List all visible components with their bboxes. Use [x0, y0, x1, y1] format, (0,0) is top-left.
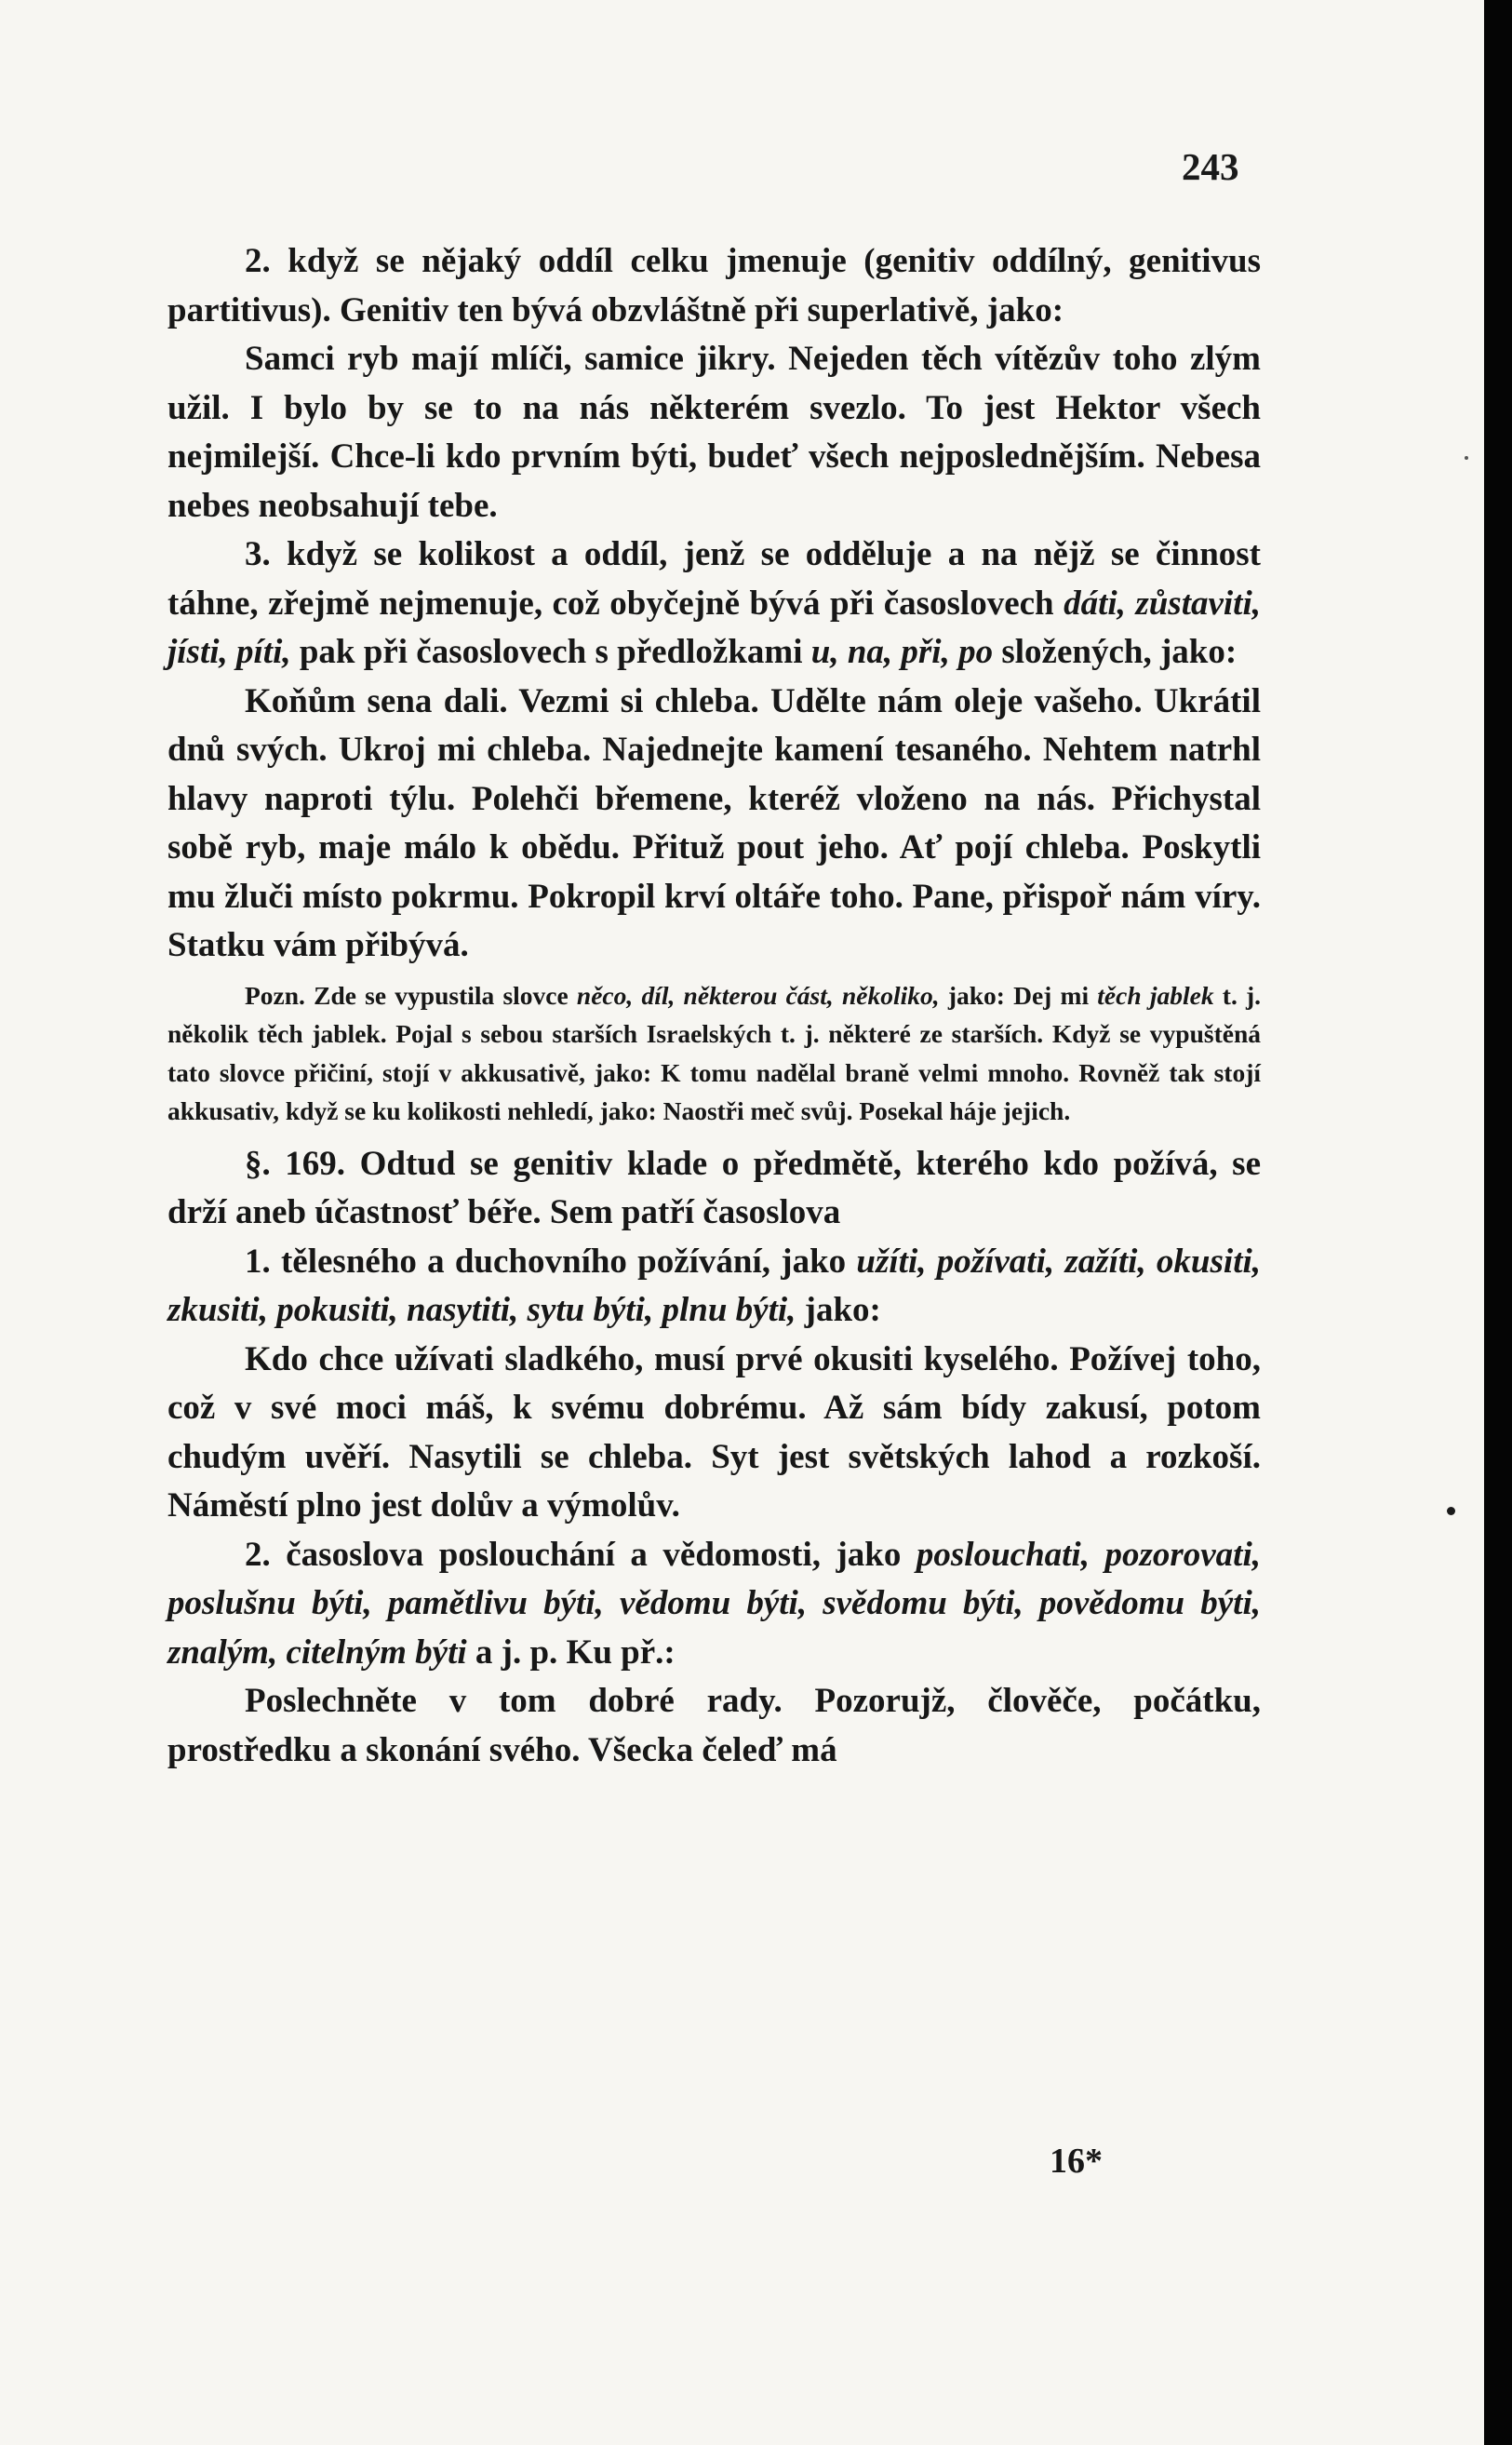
- section-169-item-1: 1. tělesného a duchovního požívání, jako užíti, požívati, zažíti, okusiti, zkusiti, pokusiti, nasytiti, sytu býti, plnu býti, jako:: [167, 1242, 1262, 1329]
- note-label: Pozn.: [245, 980, 305, 1010]
- ink-speck-small: [1465, 456, 1468, 460]
- page-body: [167, 237, 1261, 1775]
- verbs-list: dáti, zůstaviti, jísti, píti,: [167, 584, 1261, 671]
- paragraph-2-examples: Samci ryb mají mlíči, samice jikry. Nejeden těch vítězův toho zlým užil. I bylo by se to na nás některém svezlo. To jest Hektor všech nejmilejší. Chce-li kdo prvním býti, budeť všech nejposlednějším. Nebesa nebes neobsahují tebe.: [167, 340, 1261, 525]
- paragraph-3: 3. když se kolikost a oddíl, jenž se odděluje a na nějž se činnost táhne, zřejmě nejmenuje, což obyčejně bývá při časoslovech dáti, zůstaviti, jísti, píti, pak při časoslovech s předložkami u, na, při, po složených, jako:: [167, 535, 1261, 671]
- section-169-item-2-examples: Poslechněte v tom dobré rady. Pozorujž, člověče, počátku, prostředku a skonání svého. Všecka čeleď má: [167, 1682, 1261, 1769]
- section-169-item-1-examples: Kdo chce užívati sladkého, musí prvé okusiti kyselého. Požívej toho, což v své moci máš, k svému dobrému. Až sám bídy zakusí, potom chudým uvěří. Nasytili se chleba. Syt jest světských lahod a rozkoší. Náměstí plno jest dolův a výmolův.: [167, 1339, 1261, 1525]
- section-169: §. 169. Odtud se genitiv klade o předmětě, kterého kdo požívá, se drží aneb účastnosť béře. Sem patří časoslova: [167, 1144, 1261, 1231]
- paragraph-2: 2. když se nějaký oddíl celku jmenuje (genitiv oddílný, genitivus partitivus). Genitiv ten bývá obzvláštně při superlativě, jako:: [167, 242, 1261, 329]
- prepositions-list: u, na, při, po: [810, 633, 994, 671]
- section-169-item-2: 2. časoslova poslouchání a vědomosti, jako poslouchati, pozorovati, poslušnu býti, pamětlivu býti, vědomu býti, svědomu býti, povědomu býti, znalým, citelným býti a j. p. Ku př.:: [167, 1535, 1261, 1672]
- ink-speck: [1447, 1507, 1455, 1515]
- signature-mark: 16*: [1050, 2142, 1103, 2181]
- page-number: 243: [1182, 145, 1239, 188]
- scan-edge: [1484, 0, 1512, 2445]
- paragraph-3-examples: Koňům sena dali. Vezmi si chleba. Udělte nám oleje vašeho. Ukrátil dnů svých. Ukroj mi chleba. Najednejte kamení tesaného. Nehtem natrhl hlavy naproti týlu. Polehči břemene, kteréž vloženo na nás. Přichystal sobě ryb, maje málo k obědu. Přituž pout jeho. Ať pojí chleba. Poskytli mu žluči místo pokrmu. Pokropil krví oltáře toho. Pane, přispoř nám víry. Statku vám přibývá.: [167, 681, 1261, 964]
- footnote: Pozn. Zde se vypustila slovce něco, díl, některou část, několiko, jako: Dej mi těch jablek t. j. několik těch jablek. Pojal s sebou starších Israelských t. j. některé ze starších. Když se vypuštěná tato slovce přičiní, stojí v akkusativě, jako: K tomu nadělal braně velmi mnoho. Rovněž tak stojí akkusativ, když se ku kolikosti nehledí, jako: Naostři meč svůj. Posekal háje jejich.: [167, 980, 1262, 1125]
